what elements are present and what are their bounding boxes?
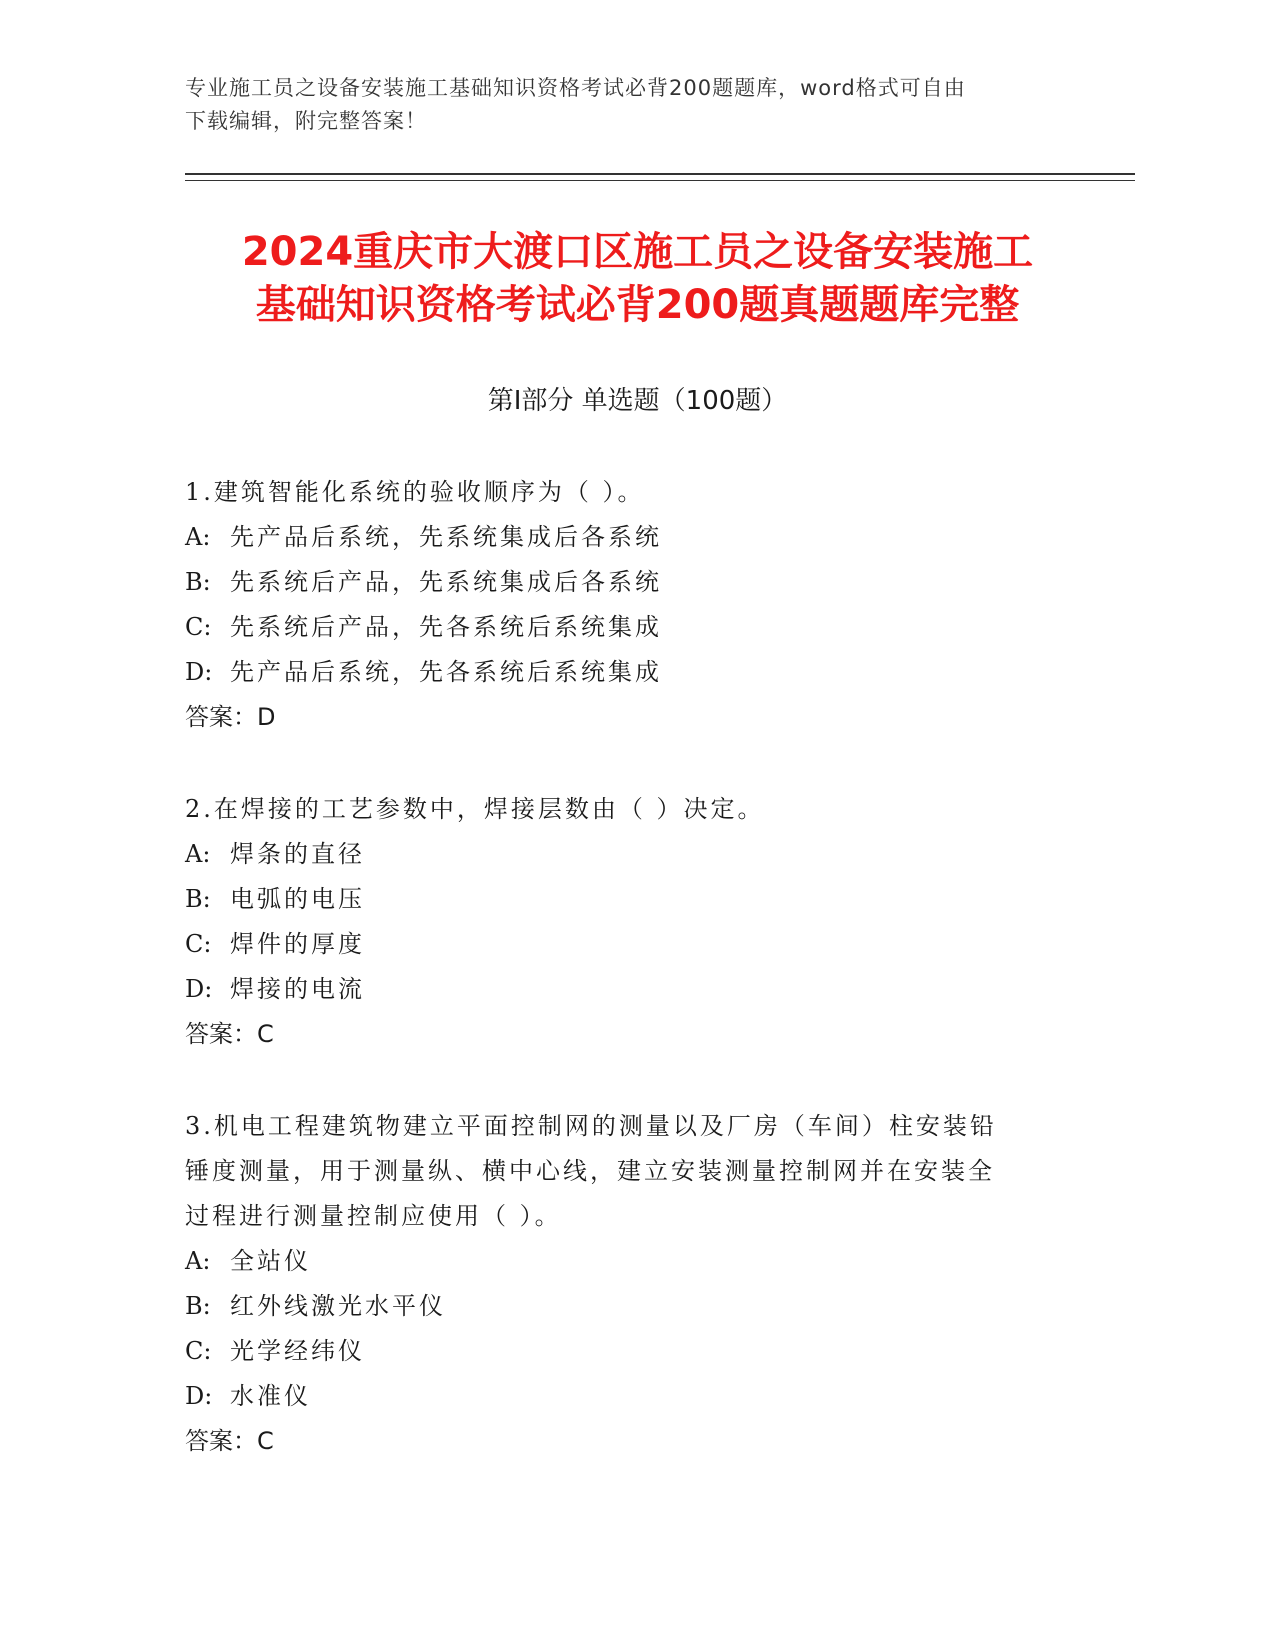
option-letter: C: bbox=[185, 1337, 212, 1365]
option-text: 焊条的直径 bbox=[230, 840, 365, 868]
option-letter: D: bbox=[185, 658, 213, 686]
header-note-line: 下载编辑，附完整答案！ bbox=[185, 109, 427, 133]
option-text: 先系统后产品，先各系统后系统集成 bbox=[230, 613, 662, 641]
option-c bbox=[185, 922, 1085, 967]
option-text: 焊接的电流 bbox=[230, 975, 365, 1003]
option-a bbox=[185, 515, 1085, 560]
question-list bbox=[185, 470, 1085, 1464]
option-d bbox=[185, 1374, 1085, 1419]
question-stem: 锤度测量，用于测量纵、横中心线，建立安装测量控制网并在安装全 bbox=[185, 1157, 995, 1185]
document-title-line: 2024重庆市大渡口区施工员之设备安装施工 bbox=[241, 229, 1034, 275]
header-note bbox=[185, 72, 1085, 138]
option-letter: D: bbox=[185, 1382, 213, 1410]
question-stem: 1.建筑智能化系统的验收顺序为（ ）。 bbox=[185, 478, 645, 506]
option-text: 全站仪 bbox=[230, 1247, 311, 1275]
option-letter: C: bbox=[185, 930, 212, 958]
option-text: 电弧的电压 bbox=[230, 885, 365, 913]
option-letter: A: bbox=[185, 840, 211, 868]
option-letter: B: bbox=[185, 1292, 211, 1320]
option-a bbox=[185, 832, 1085, 877]
header-divider-thick bbox=[185, 173, 1135, 175]
question-stem: 过程进行测量控制应使用（ ）。 bbox=[185, 1202, 562, 1230]
option-letter: A: bbox=[185, 1247, 211, 1275]
option-letter: B: bbox=[185, 568, 211, 596]
option-letter: C: bbox=[185, 613, 212, 641]
option-text: 焊件的厚度 bbox=[230, 930, 365, 958]
option-d bbox=[185, 650, 1085, 695]
option-a bbox=[185, 1239, 1085, 1284]
option-text: 先产品后系统，先系统集成后各系统 bbox=[230, 523, 662, 551]
option-letter: D: bbox=[185, 975, 213, 1003]
option-text: 先产品后系统，先各系统后系统集成 bbox=[230, 658, 662, 686]
document-title bbox=[150, 226, 1125, 332]
option-b bbox=[185, 560, 1085, 605]
option-c bbox=[185, 1329, 1085, 1374]
question-3 bbox=[185, 1104, 1085, 1464]
section-heading: 第Ⅰ部分 单选题（100题） bbox=[487, 386, 788, 416]
option-text: 水准仪 bbox=[230, 1382, 311, 1410]
option-b bbox=[185, 1284, 1085, 1329]
option-letter: B: bbox=[185, 885, 211, 913]
option-text: 红外线激光水平仪 bbox=[230, 1292, 446, 1320]
question-1 bbox=[185, 470, 1085, 740]
option-c bbox=[185, 605, 1085, 650]
header-note-line: 专业施工员之设备安装施工基础知识资格考试必背200题题库，word格式可自由 bbox=[185, 76, 966, 100]
question-stem: 3.机电工程建筑物建立平面控制网的测量以及厂房（车间）柱安装铅 bbox=[185, 1112, 997, 1140]
document-title-line: 基础知识资格考试必背200题真题题库完整 bbox=[255, 282, 1020, 328]
option-text: 先系统后产品，先系统集成后各系统 bbox=[230, 568, 662, 596]
option-letter: A: bbox=[185, 523, 211, 551]
header-divider-thin bbox=[185, 180, 1135, 181]
answer: 答案：C bbox=[185, 1020, 274, 1048]
answer: 答案：C bbox=[185, 1427, 274, 1455]
option-d bbox=[185, 967, 1085, 1012]
option-text: 光学经纬仪 bbox=[230, 1337, 365, 1365]
answer: 答案：D bbox=[185, 703, 276, 731]
question-2 bbox=[185, 787, 1085, 1057]
option-b bbox=[185, 877, 1085, 922]
question-stem: 2.在焊接的工艺参数中，焊接层数由（ ）决定。 bbox=[185, 795, 765, 823]
